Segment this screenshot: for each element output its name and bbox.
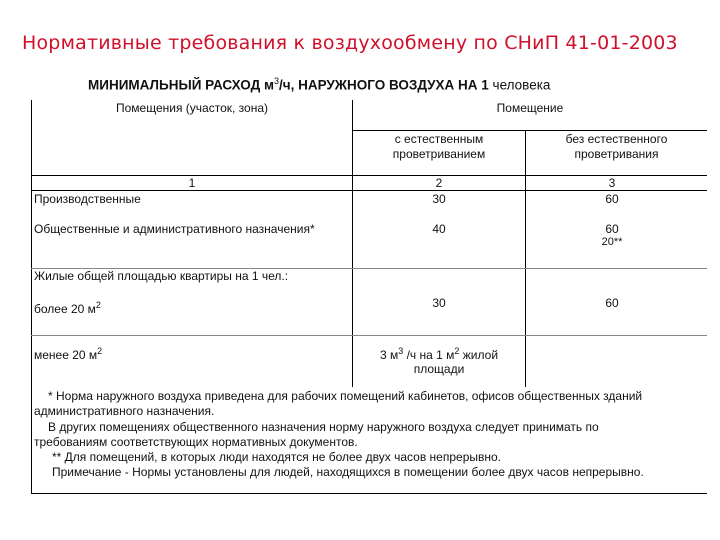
row-label: Общественные и административного назначения* bbox=[34, 222, 315, 236]
row-value: 20** bbox=[601, 236, 623, 248]
header-natural-l2: проветриванием bbox=[392, 147, 486, 161]
header-room-group: Помещение bbox=[496, 101, 564, 115]
v-part: 3 м bbox=[379, 348, 399, 362]
footnote: ** Для помещений, в которых люди находятся не более двух часов непрерывно. bbox=[52, 450, 502, 464]
table-title bbox=[88, 76, 550, 93]
column-divider bbox=[525, 130, 526, 387]
row-divider bbox=[31, 190, 707, 191]
subtitle-sup: 3 bbox=[273, 76, 279, 86]
row-label bbox=[34, 346, 102, 362]
col-number-2: 2 bbox=[435, 176, 443, 190]
header-rooms: Помещения (участок, зона) bbox=[115, 101, 268, 115]
row-value bbox=[353, 346, 525, 362]
row-value: 30 bbox=[432, 296, 446, 310]
page-title: Нормативные требования к воздухообмену по СНиП 41-01-2003 bbox=[22, 32, 678, 54]
row-label-text: более 20 м bbox=[34, 302, 96, 316]
row-value: 30 bbox=[432, 192, 446, 206]
table-border-bottom bbox=[31, 493, 707, 494]
row-divider bbox=[31, 335, 707, 336]
row-label-sup: 2 bbox=[97, 346, 103, 356]
row-label-sup: 2 bbox=[95, 300, 101, 310]
row-label: Жилые общей площадью квартиры на 1 чел.: bbox=[34, 269, 289, 283]
subtitle-main: МИНИМАЛЬНЫЙ РАСХОД м bbox=[88, 77, 274, 93]
col-number-1: 1 bbox=[188, 176, 196, 190]
footnote: Примечание - Нормы установлены для людей, находящихся в помещении более двух часов непрерывно. bbox=[52, 465, 644, 479]
footnote: В других помещениях общественного назначения норму наружного воздуха следует принимать по bbox=[48, 420, 599, 434]
v-part: /ч на 1 м bbox=[403, 348, 455, 362]
header-no-natural-l2: проветривания bbox=[574, 147, 659, 161]
col-number-3: 3 bbox=[608, 176, 616, 190]
row-label bbox=[34, 300, 101, 316]
subtitle-rest: /ч, НАРУЖНОГО ВОЗДУХА НА 1 bbox=[278, 77, 489, 93]
header-natural-l1: с естественным bbox=[394, 132, 484, 146]
v-part: жилой bbox=[459, 348, 499, 362]
row-value: 60 bbox=[605, 222, 619, 236]
header-no-natural-l1: без естественного bbox=[565, 132, 668, 146]
row-value: 60 bbox=[605, 296, 619, 310]
v-sup: 3 bbox=[398, 346, 404, 356]
row-divider bbox=[352, 130, 707, 131]
subtitle-tail: человека bbox=[488, 77, 551, 93]
row-value: 40 bbox=[432, 222, 446, 236]
row-value: площади bbox=[413, 362, 465, 376]
footnote: требованиям соответствующих нормативных документов. bbox=[34, 435, 358, 449]
footnote: административного назначения. bbox=[34, 404, 215, 418]
row-label-text: менее 20 м bbox=[34, 348, 98, 362]
table-border-left bbox=[31, 100, 32, 494]
footnote: * Норма наружного воздуха приведена для рабочих помещений кабинетов, офисов общественных зданий bbox=[48, 389, 643, 403]
row-value: 60 bbox=[605, 192, 619, 206]
row-label: Производственные bbox=[34, 192, 141, 206]
v-sup: 2 bbox=[454, 346, 460, 356]
